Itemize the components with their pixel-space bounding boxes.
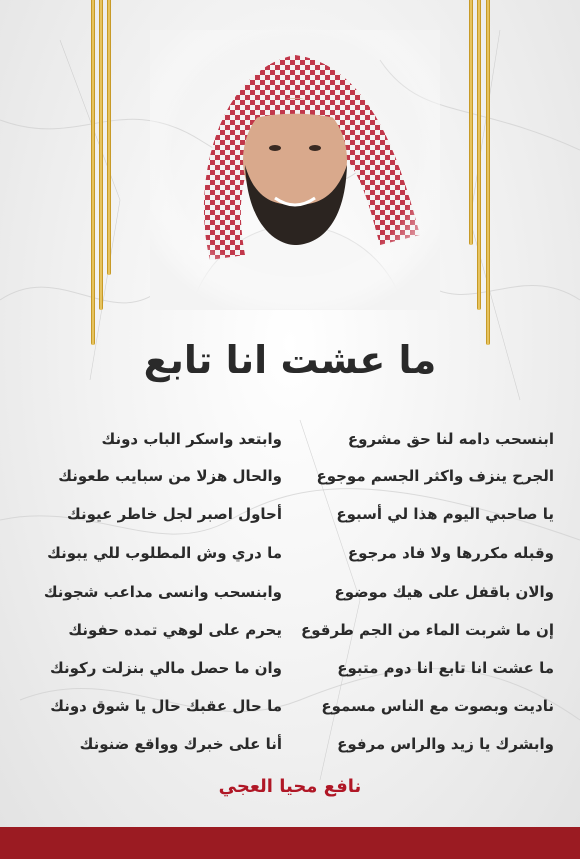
verse-right-8: ناديت وبصوت مع الناس مسموع	[321, 697, 554, 715]
verse-right-9: وابشرك يا زيد والراس مرفوع	[337, 735, 554, 753]
gold-bar-left-1	[91, 0, 95, 345]
verse-left-5: وابنسحب وانسى مداعب شجونك	[43, 583, 282, 601]
verse-left-6: يحرم على لوهي تمده حفونك	[68, 621, 282, 639]
verse-right-2: الجرح ينزف واكثر الجسم موجوع	[316, 467, 554, 485]
poet-name: نافع محيا العجي	[218, 776, 362, 797]
verse-left-9: أنا على خبرك وواقع ضنونك	[79, 735, 282, 753]
gold-bar-right-3	[486, 0, 490, 345]
verse-right-3: يا صاحبي اليوم هذا لي أسبوع	[336, 505, 554, 523]
poem-title: ما عشت انا تابع	[143, 338, 437, 382]
gold-bar-right-2	[477, 0, 481, 310]
gold-bar-left-3	[107, 0, 111, 275]
verse-left-3: أحاول اصبر لجل خاطر عيونك	[66, 505, 282, 523]
gold-bar-left-2	[99, 0, 103, 310]
poem-body	[0, 424, 580, 764]
gold-bar-right-1	[469, 0, 473, 245]
verse-left-1: وابتعد واسكر الباب دونك	[101, 430, 282, 448]
verse-right-6: إن ما شربت الماء من الجم طرقوع	[301, 621, 554, 639]
verse-right-5: والان باقفل على هيك موضوع	[334, 583, 554, 601]
verse-right-7: ما عشت انا تابع انا دوم متبوع	[337, 659, 554, 677]
verse-left-2: والحال هزلا من سبايب طعونك	[58, 467, 282, 485]
footer-bar	[0, 827, 580, 859]
poet-portrait	[150, 30, 440, 310]
verse-right-1: ابنسحب دامه لنا حق مشروع	[347, 430, 554, 448]
verse-right-4: وقبله مكررها ولا فاد مرجوع	[347, 544, 554, 562]
verse-left-4: ما دري وش المطلوب للي يبونك	[47, 544, 282, 562]
verse-left-7: وان ما حصل مالي بنزلت ركونك	[50, 659, 282, 677]
verse-left-8: ما حال عقبك حال يا شوق دونك	[50, 697, 282, 715]
